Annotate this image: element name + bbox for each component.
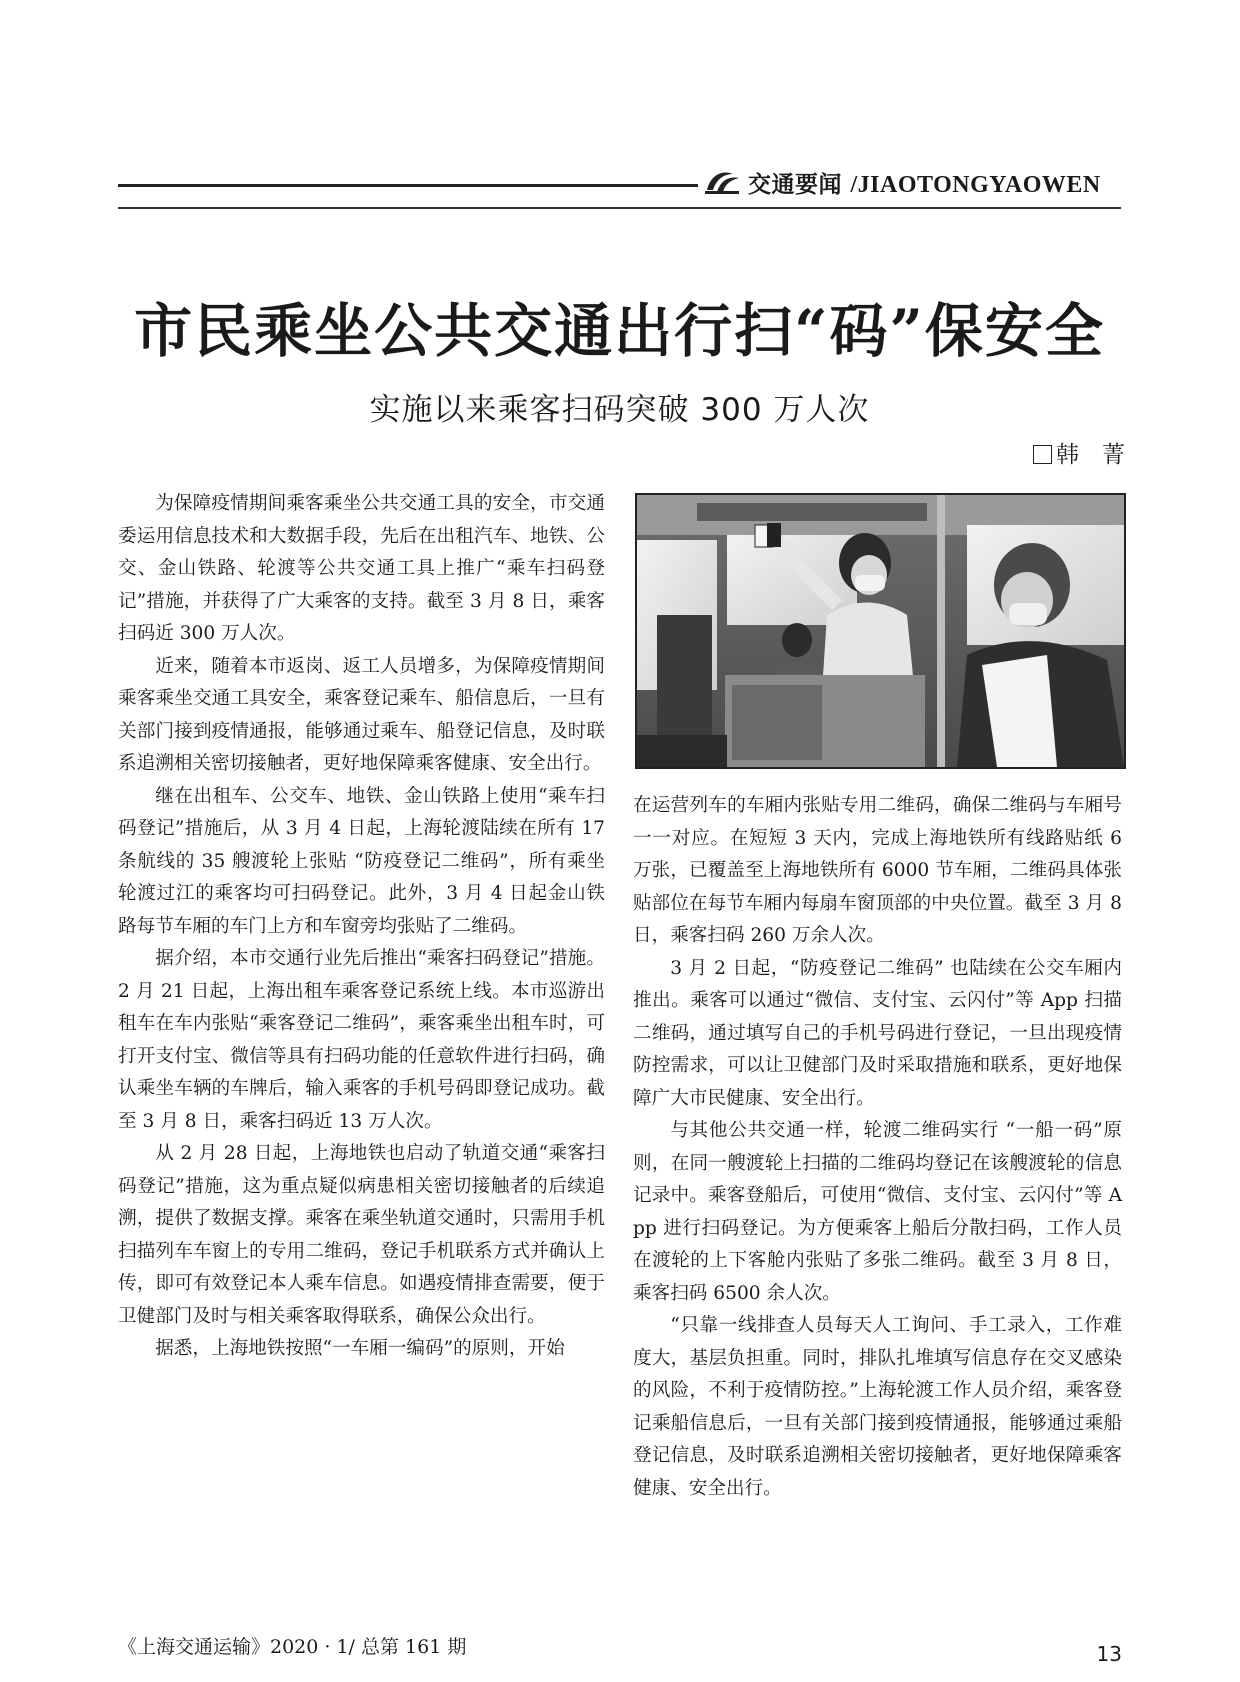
section-header xyxy=(748,170,1101,200)
paragraph: 3 月 2 日起，“防疫登记二维码” 也陆续在公交车厢内推出。乘客可以通过“微信、支付宝、云闪付”等 App 扫描二维码，通过填写自己的手机号码进行登记，一旦出现疫情防控需求，可以让卫健部门及时采取措施和联系，更好地保障广大市民健康、安全出行。 xyxy=(633,957,1122,1109)
header-rule-top xyxy=(118,184,698,187)
paragraph: 在运营列车的车厢内张贴专用二维码，确保二维码与车厢号一一对应。在短短 3 天内，完成上海地铁所有线路贴纸 6 万张，已覆盖至上海地铁所有 6000 节车厢，二维码具体张贴部位在每节车厢内每扇车窗顶部的中央位置。截至 3 月 8 日，乘客扫码 260 万余人次。 xyxy=(633,795,1122,946)
paragraph: 从 2 月 28 日起，上海地铁也启动了轨道交通“乘客扫码登记”措施，这为重点疑似病患相关密切接触者的后续追溯，提供了数据支撑。乘客在乘坐轨道交通时，只需用手机扫描列车车窗上的专用二维码，登记手机联系方式并确认上传，即可有效登记本人乘车信息。如遇疫情排查需要，便于卫健部门及时与相关乘客取得联系，确保公众出行。 xyxy=(118,1143,605,1327)
article-title: 市民乘坐公共交通出行扫“码”保安全 xyxy=(134,297,1105,365)
left-column xyxy=(118,488,605,1366)
paragraph: “只靠一线排查人员每天人工询问、手工录入，工作难度大，基层负担重。同时，排队扎堆填写信息存在交叉感染的风险，不利于疫情防控。”上海轮渡工作人员介绍，乘客登记乘船信息后，一旦有关部门接到疫情通报，能够通过乘船登记信息，及时联系追溯相关密切接触者，更好地保障乘客健康、安全出行。 xyxy=(633,1315,1122,1499)
paragraph: 据介绍，本市交通行业先后推出“乘客扫码登记”措施。2 月 21 日起，上海出租车乘客登记系统上线。本市巡游出租车在车内张贴“乘客登记二维码”，乘客乘坐出租车时，可打开支付宝、微信等具有扫码功能的任意软件进行扫码，确认乘坐车辆的车牌后，输入乘客的手机号码即登记成功。截至 3 月 8 日，乘客扫码近 13 万人次。 xyxy=(118,948,605,1132)
paragraph: 为保障疫情期间乘客乘坐公共交通工具的安全，市交通委运用信息技术和大数据手段，先后在出租汽车、地铁、公交、金山铁路、轮渡等公共交通工具上推广“乘车扫码登记”措施，并获得了广大乘客的支持。截至 3 月 8 日，乘客扫码近 300 万人次。 xyxy=(118,493,605,644)
section-name-cn: 交通要闻 xyxy=(748,171,842,198)
author-box-icon xyxy=(1033,445,1052,464)
header-rule-bottom xyxy=(118,207,1121,209)
right-column xyxy=(633,790,1122,1505)
author-name: 韩 菁 xyxy=(1056,442,1125,468)
journal-citation: 《上海交通运输》2020 · 1/ 总第 161 期 xyxy=(118,1636,467,1658)
article-author xyxy=(1000,438,1125,472)
paragraph: 近来，随着本市返岗、返工人员增多，为保障疫情期间乘客乘坐交通工具安全，乘客登记乘车、船信息后，一旦有关部门接到疫情通报，能够通过乘车、船登记信息，及时联系追溯相关密切接触者，更好地保障乘客健康、安全出行。 xyxy=(118,655,605,774)
page-number: 13 xyxy=(1096,1642,1122,1666)
paragraph: 据悉，上海地铁按照“一车厢一编码”的原则，开始 xyxy=(155,1338,565,1359)
photo-scene-image xyxy=(637,495,1124,767)
article-photo xyxy=(635,493,1126,769)
paragraph: 与其他公共交通一样，轮渡二维码实行 “一船一码”原则，在同一艘渡轮上扫描的二维码均登记在该艘渡轮的信息记录中。乘客登船后，可使用“微信、支付宝、云闪付”等 App 进行扫码登记。为方便乘客上船后分散扫码，工作人员在渡轮的上下客舱内张贴了多张二维码。截至 3 月 8 日，乘客扫码 6500 余人次。 xyxy=(633,1120,1122,1304)
section-name-en: /JIAOTONGYAOWEN xyxy=(850,172,1101,198)
journal-logo-icon xyxy=(703,168,741,196)
article-subtitle: 实施以来乘客扫码突破 300 万人次 xyxy=(369,392,870,428)
paragraph: 继在出租车、公交车、地铁、金山铁路上使用“乘车扫码登记”措施后，从 3 月 4 日起，上海轮渡陆续在所有 17 条航线的 35 艘渡轮上张贴 “防疫登记二维码”，所有乘坐轮渡过江的乘客均可扫码登记。此外，3 月 4 日起金山铁路每节车厢的车门上方和车窗旁均张贴了二维码。 xyxy=(118,785,605,937)
